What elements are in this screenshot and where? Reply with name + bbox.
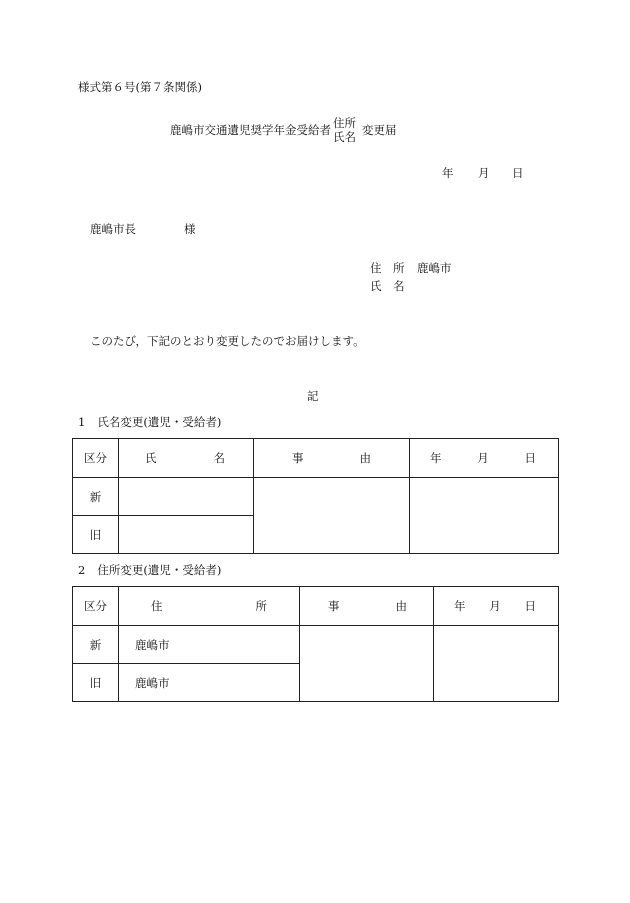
header-day: 日 [524,599,536,613]
header-month: 月 [477,451,489,465]
header-name-1: 氏 [145,451,157,465]
table-row [73,626,559,664]
header-reason [300,587,434,626]
address-new-value[interactable]: 鹿嶋市 [119,626,300,664]
applicant-name-label-1: 氏 [370,279,382,293]
header-day: 日 [524,451,536,465]
title-stack [333,116,356,144]
applicant-address-label-2: 所 [393,261,405,275]
header-address-2: 所 [255,599,267,613]
applicant-address-value: 鹿嶋市 [417,261,452,275]
header-reason-2: 由 [395,599,407,613]
name-new-value[interactable] [119,478,254,516]
header-reason [254,439,410,478]
name-change-date-cell[interactable] [410,478,559,554]
header-year: 年 [430,451,442,465]
table-row [73,478,559,516]
table-header-row [73,439,559,478]
body-text: このたび，下記のとおり変更したのでお届けします。 [90,334,365,348]
date-day-label: 日 [512,166,524,180]
applicant-name-label-2: 名 [393,279,405,293]
header-kubun: 区分 [73,587,119,626]
applicant-address-label-1: 住 [370,261,382,275]
title-prefix: 鹿嶋市交通遺児奨学年金受給者 [170,123,331,137]
title-stack-bottom: 氏名 [333,130,356,144]
section2-heading [78,565,221,577]
address-change-table [72,586,559,702]
row-label-old: 旧 [73,516,119,554]
name-old-value[interactable] [119,516,254,554]
section1-number: 1 [78,415,86,429]
header-date [434,587,559,626]
form-title [170,116,397,144]
name-change-reason-cell[interactable] [254,478,410,554]
header-reason-1: 事 [292,451,304,465]
header-month: 月 [489,599,501,613]
title-stack-top: 住所 [333,116,356,130]
addressee-name: 鹿嶋市長 [90,222,136,236]
row-label-new: 新 [73,626,119,664]
header-reason-1: 事 [328,599,340,613]
name-change-table [72,438,559,554]
address-change-date-cell[interactable] [434,626,559,702]
section1-heading [78,417,221,429]
addressee-honorific: 様 [184,222,196,236]
table-header-row [73,587,559,626]
header-kubun: 区分 [73,439,119,478]
form-number: 様式第６号(第７条関係) [78,80,202,94]
header-year: 年 [454,599,466,613]
section2-title: 住所変更(遺児・受給者) [97,563,222,577]
ki-label: 記 [307,389,319,403]
section1-title: 氏名変更(遺児・受給者) [97,415,222,429]
header-date [410,439,559,478]
header-name-2: 名 [213,451,225,465]
address-old-value[interactable]: 鹿嶋市 [119,664,300,702]
row-label-new: 新 [73,478,119,516]
address-change-reason-cell[interactable] [300,626,434,702]
header-address [119,587,300,626]
date-year-label: 年 [442,166,454,180]
title-suffix: 変更届 [362,123,397,137]
header-name [119,439,254,478]
header-address-1: 住 [151,599,163,613]
section2-number: 2 [78,563,86,577]
row-label-old: 旧 [73,664,119,702]
date-month-label: 月 [478,166,490,180]
header-reason-2: 由 [359,451,371,465]
